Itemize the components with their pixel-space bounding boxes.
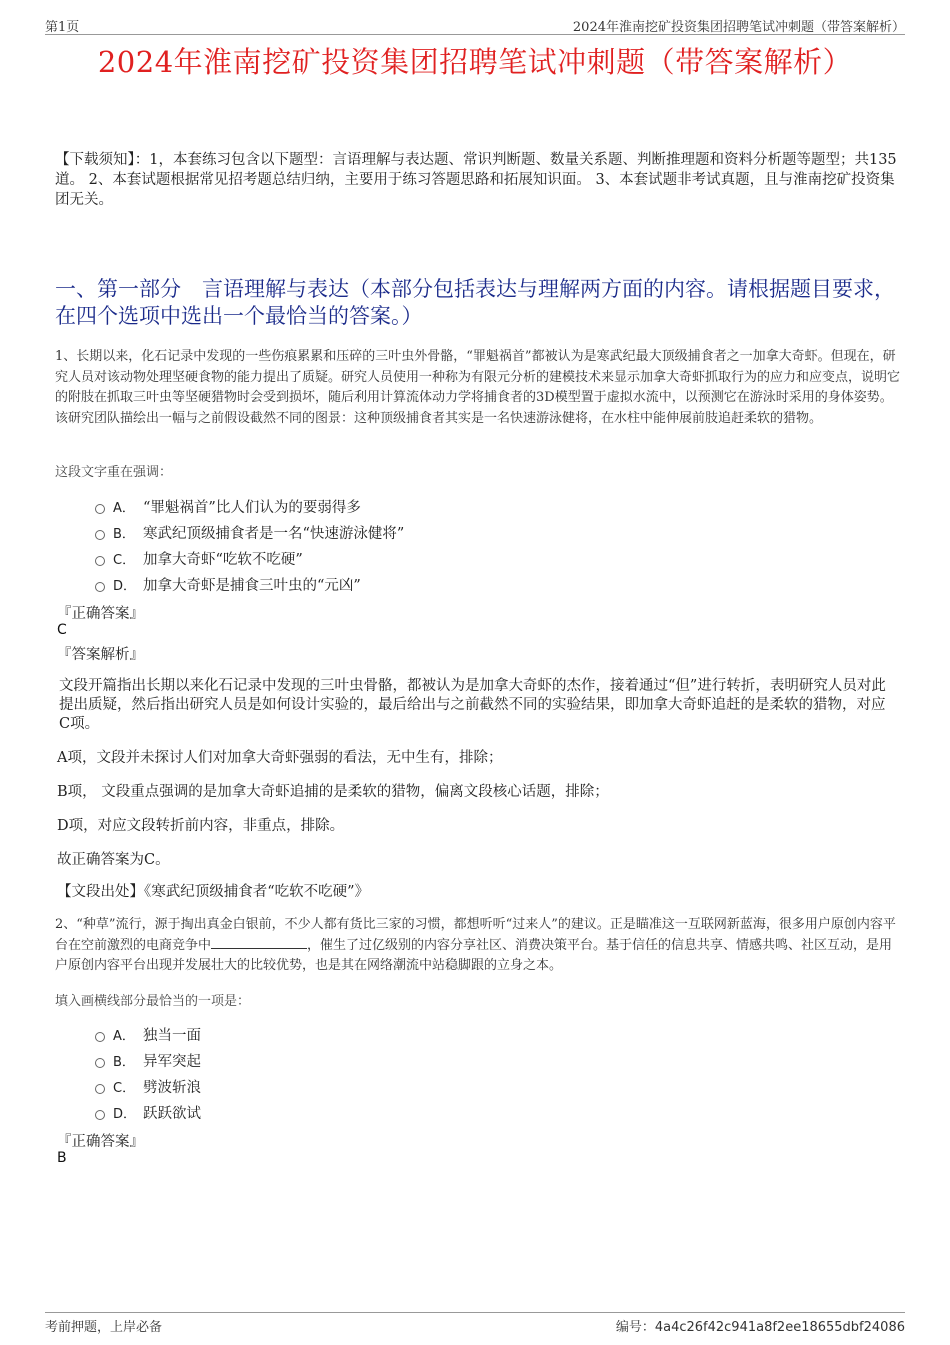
question-1-option-b[interactable] bbox=[95, 519, 404, 545]
radio-icon[interactable] bbox=[95, 582, 105, 592]
question-2-option-a[interactable] bbox=[95, 1021, 201, 1047]
question-2-text-before: 2、“种草”流行，源于掏出真金白银前，不少人都有货比三家的习惯，都想听听“过来人”的建议。正是瞄准这一互联网新蓝海，很多用户原创内容平台在空前激烈的电商竞争中 bbox=[55, 917, 896, 953]
question-2-answer: B bbox=[57, 1150, 67, 1166]
option-letter: A． bbox=[113, 500, 135, 516]
option-text: “罪魁祸首”比人们认为的要弱得多 bbox=[143, 499, 361, 516]
option-text: 加拿大奇虾是捕食三叶虫的“元凶” bbox=[143, 577, 361, 594]
question-1-text: 1、长期以来，化石记录中发现的一些伤痕累累和压碎的三叶虫外骨骼，“罪魁祸首”都被认为是寒武纪最大顶级捕食者之一加拿大奇虾。但现在，研究人员对该动物处理坚硬食物的能力提出了质疑。研究人员使用一种称为有限元分析的建模技术来显示加拿大奇虾抓取行为的应力和应变点，说明它的附肢在抓取三叶虫等坚硬猎物时会受到损坏，随后利用计算流体动力学将捕食者的3D模型置于虚拟水流中，以预测它在游泳时采用的身体姿势。该研究团队描绘出一幅与之前假设截然不同的图景：这种顶级捕食者其实是一名快速游泳健将，在水柱中能伸展前肢追赶柔软的猎物。 bbox=[55, 349, 901, 426]
option-text: 跃跃欲试 bbox=[143, 1105, 201, 1122]
option-letter: D． bbox=[113, 1106, 137, 1122]
question-1-options bbox=[95, 493, 404, 597]
option-letter: B． bbox=[113, 1054, 135, 1070]
option-text: 异军突起 bbox=[143, 1053, 201, 1070]
serial-number: 4a4c26f42c941a8f2ee18655dbf24086 bbox=[654, 1320, 905, 1335]
radio-icon[interactable] bbox=[95, 1110, 105, 1120]
page-number: 第1页 bbox=[45, 20, 80, 35]
section-heading: 一、第一部分 言语理解与表达（本部分包括表达与理解两方面的内容。请根据题目要求，在四个选项中选出一个最恰当的答案。） bbox=[55, 277, 895, 328]
option-letter: A． bbox=[113, 1028, 135, 1044]
page-footer bbox=[45, 1312, 905, 1333]
page-header bbox=[45, 14, 905, 35]
question-1-option-d[interactable] bbox=[95, 571, 404, 597]
option-letter: C． bbox=[113, 1080, 136, 1096]
question-2-option-c[interactable] bbox=[95, 1073, 201, 1099]
analysis-conclusion: 故正确答案为C。 bbox=[57, 852, 170, 868]
radio-icon[interactable] bbox=[95, 504, 105, 514]
serial-label: 编号： bbox=[615, 1320, 655, 1335]
radio-icon[interactable] bbox=[95, 1058, 105, 1068]
question-1-option-c[interactable] bbox=[95, 545, 404, 571]
question-2-option-b[interactable] bbox=[95, 1047, 201, 1073]
question-2-text-after: ，催生了过亿级别的内容分享社区、消费决策平台。基于信任的信息共享、情感共鸣、社区互动，是用户原创内容平台出现并发展壮大的比较优势，也是其在网络潮流中站稳脚跟的立身之本。 bbox=[55, 937, 893, 973]
question-2-answer-label: 『正确答案』 bbox=[57, 1134, 144, 1150]
option-letter: D． bbox=[113, 578, 137, 594]
radio-icon[interactable] bbox=[95, 556, 105, 566]
question-1-answer-label: 『正确答案』 bbox=[57, 606, 144, 622]
option-text: 寒武纪顶级捕食者是一名“快速游泳健将” bbox=[143, 525, 405, 542]
analysis-option-d: D项，对应文段转折前内容，非重点，排除。 bbox=[57, 818, 345, 834]
analysis-option-b: B项， 文段重点强调的是加拿大奇虾追捕的是柔软的猎物，偏离文段核心话题，排除； bbox=[57, 784, 609, 800]
analysis-option-a: A项，文段并未探讨人们对加拿大奇虾强弱的看法，无中生有，排除； bbox=[57, 750, 503, 766]
running-title: 2024年淮南挖矿投资集团招聘笔试冲刺题（带答案解析） bbox=[572, 20, 905, 35]
fill-blank bbox=[211, 936, 307, 949]
question-2-option-d[interactable] bbox=[95, 1099, 201, 1125]
question-1-answer: C bbox=[57, 622, 67, 638]
footer-note: 考前押题，上岸必备 bbox=[45, 1320, 163, 1335]
question-1-analysis: 文段开篇指出长期以来化石记录中发现的三叶虫骨骼，都被认为是加拿大奇虾的杰作，接着通过“但”进行转折，表明研究人员对此提出质疑，然后指出研究人员是如何设计实验的，最后给出与之前截然不同的实验结果，即加拿大奇虾追赶的是柔软的猎物，对应C项。 bbox=[59, 678, 886, 732]
download-notice: 【下载须知】：1，本套练习包含以下题型：言语理解与表达题、常识判断题、数量关系题、判断推理题和资料分析题等题型；共135道。 2、本套试题根据常见招考题总结归纳，主要用于练习答题思路和拓展知识面。 3、本套试题非考试真题，且与淮南挖矿投资集团无关。 bbox=[55, 152, 897, 208]
option-letter: B． bbox=[113, 526, 135, 542]
question-2-text bbox=[55, 915, 900, 977]
document-title: 2024年淮南挖矿投资集团招聘笔试冲刺题（带答案解析） bbox=[97, 45, 853, 79]
radio-icon[interactable] bbox=[95, 530, 105, 540]
option-letter: C． bbox=[113, 552, 136, 568]
footer-serial bbox=[616, 1316, 905, 1335]
option-text: 劈波斩浪 bbox=[143, 1079, 201, 1096]
question-2-prompt: 填入画横线部分最恰当的一项是： bbox=[55, 994, 251, 1009]
question-1-prompt: 这段文字重在强调： bbox=[55, 465, 173, 480]
question-1-option-a[interactable] bbox=[95, 493, 404, 519]
question-2-options bbox=[95, 1021, 201, 1125]
radio-icon[interactable] bbox=[95, 1084, 105, 1094]
analysis-source: 【文段出处】《寒武纪顶级捕食者“吃软不吃硬”》 bbox=[57, 884, 370, 900]
radio-icon[interactable] bbox=[95, 1032, 105, 1042]
option-text: 独当一面 bbox=[143, 1027, 201, 1044]
question-1-analysis-label: 『答案解析』 bbox=[57, 647, 144, 663]
option-text: 加拿大奇虾“吃软不吃硬” bbox=[143, 551, 303, 568]
